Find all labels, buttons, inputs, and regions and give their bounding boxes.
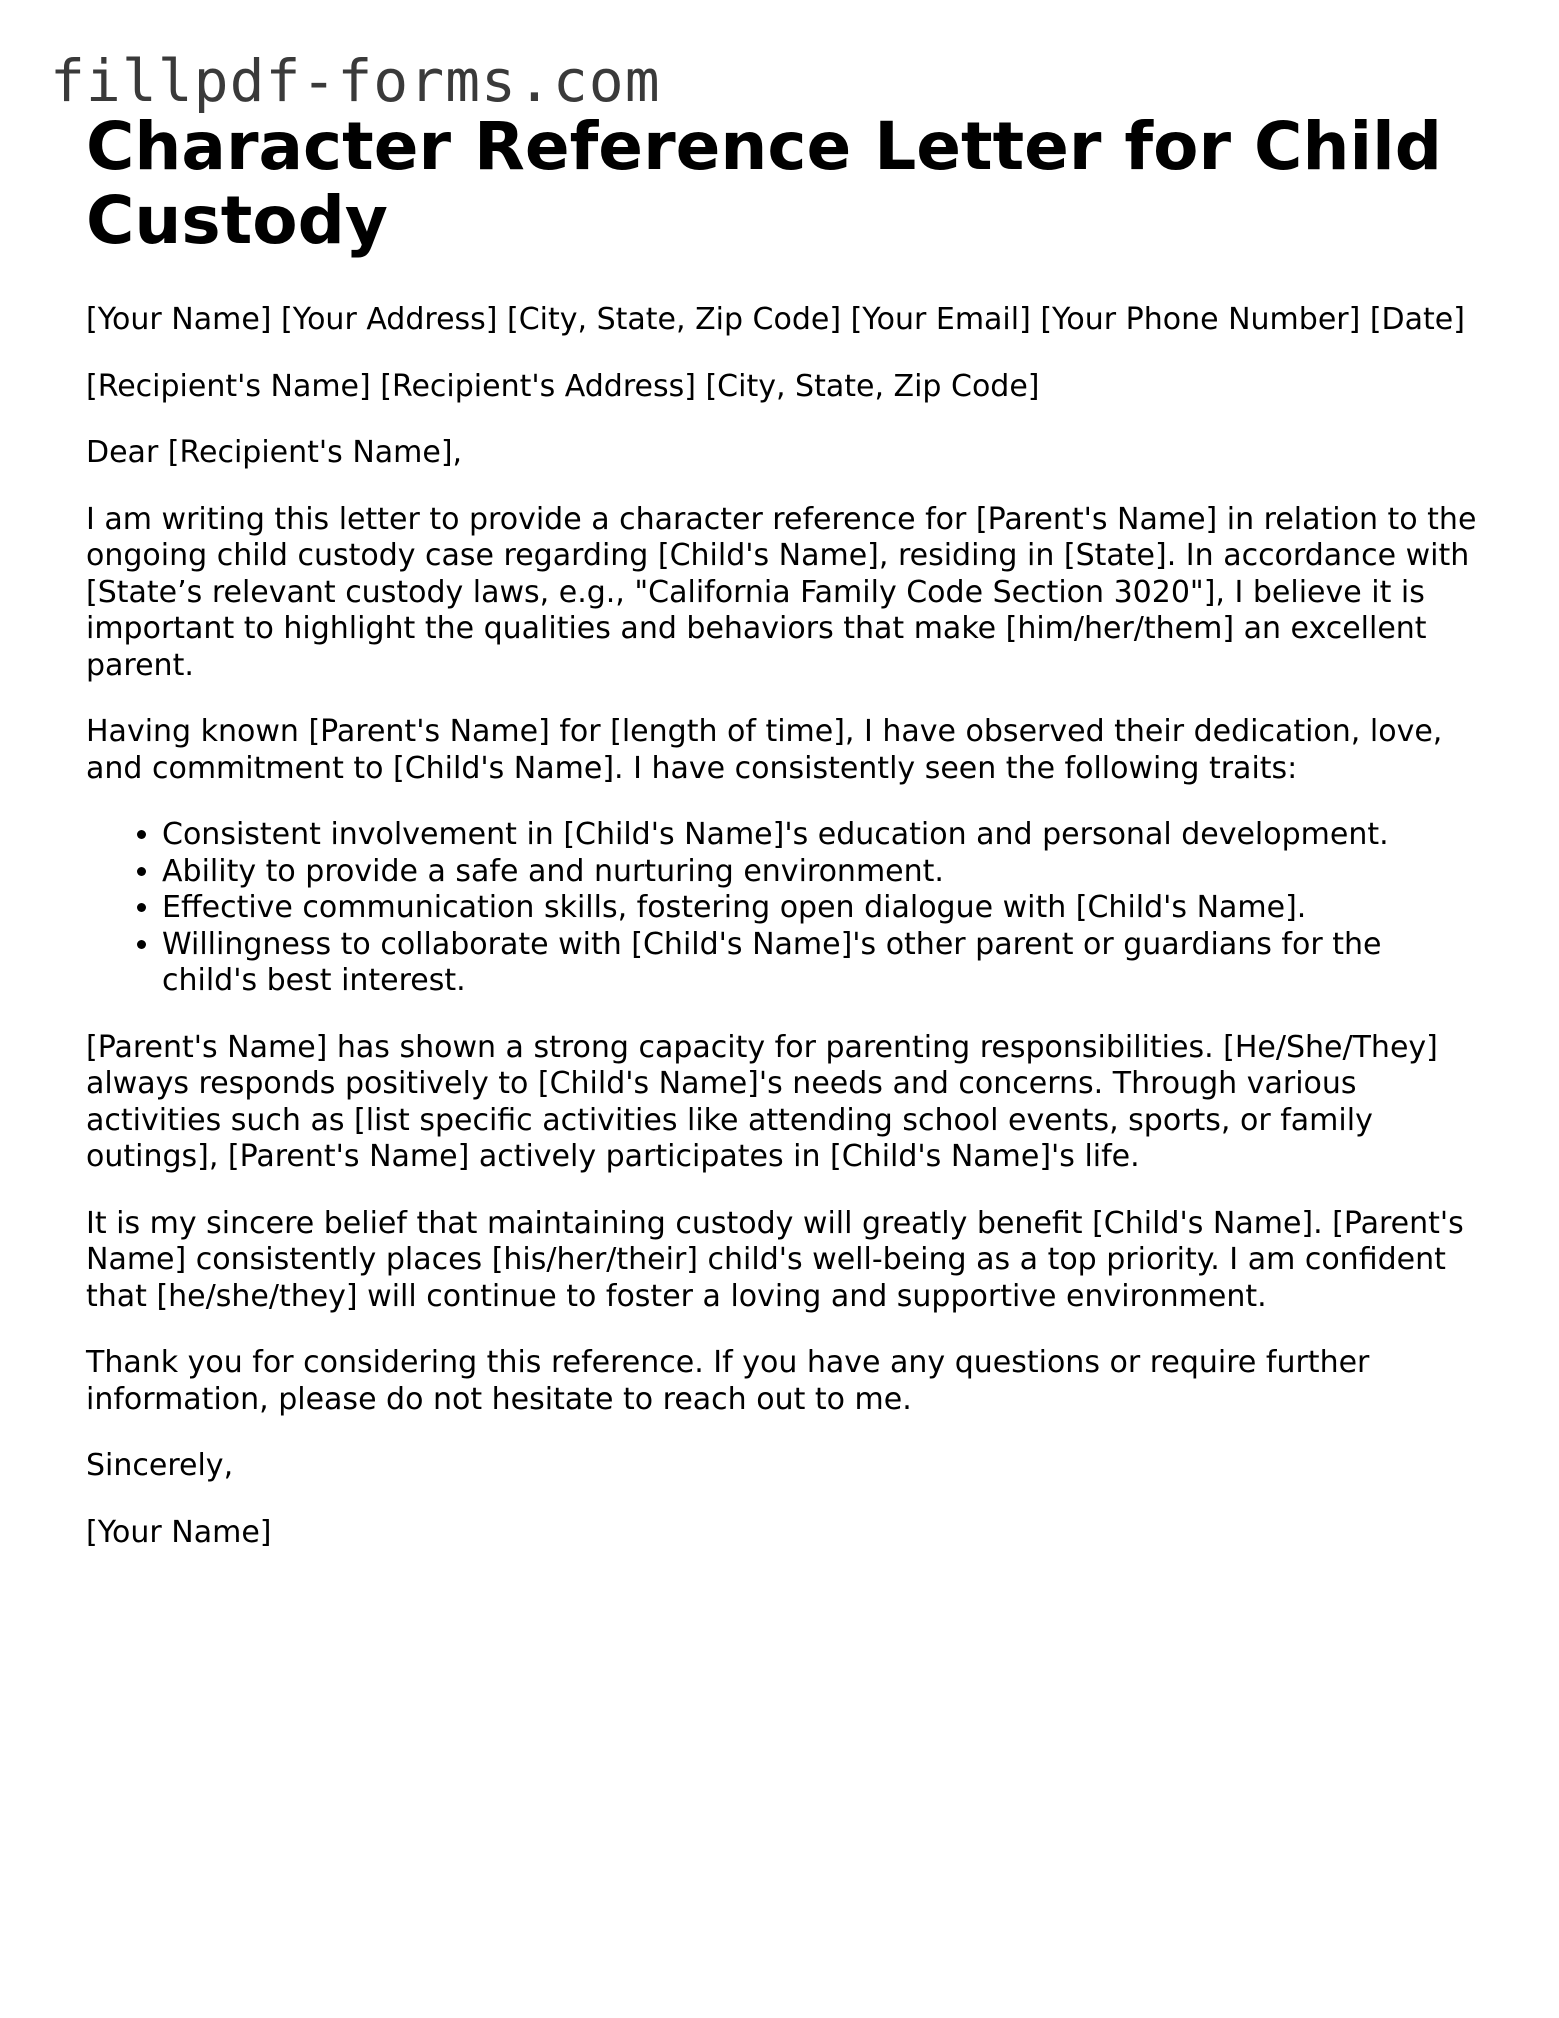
recipient-block: [Recipient's Name] [Recipient's Address] [City, State, Zip Code]	[86, 368, 1040, 404]
letter-document	[86, 110, 1481, 1551]
list-item: • Consistent involvement in [Child's Name]'s education and personal development.	[162, 817, 1481, 854]
paragraph-intro: I am writing this letter to provide a character reference for [Parent's Name] in relation to the ongoing child custody case regarding [Child's Name], residing in [State]. In accordance with [State’s relevant custody laws, e.g., "California Family Code Section 3020"], I believe it is important to highlight the qualities and behaviors that make [him/her/them] an excellent parent.	[86, 501, 1477, 683]
traits-list	[86, 817, 1481, 1000]
salutation: Dear [Recipient's Name],	[86, 435, 463, 470]
paragraph-capacity: [Parent's Name] has shown a strong capacity for parenting responsibilities. [He/She/They] always responds positively to [Child's Name]'s needs and concerns. Through various activities such as [list specific activities like attending school events, sports, or family outings], [Parent's Name] actively participates in [Child's Name]'s life.	[86, 1029, 1438, 1174]
paragraph-thanks: Thank you for considering this reference. If you have any questions or require further information, please do not hesitate to reach out to me.	[86, 1345, 1370, 1417]
watermark-text: fillpdf-forms.com	[50, 47, 661, 115]
page-title: Character Reference Letter for Child Custody	[86, 108, 1442, 259]
paragraph-belief: It is my sincere belief that maintaining custody will greatly benefit [Child's Name]. [Parent's Name] consistently places [his/her/their] child's well-being as a top priority. I am confident that [he/she/they] will continue to foster a loving and supportive environment.	[86, 1205, 1464, 1314]
list-item: • Effective communication skills, fostering open dialogue with [Child's Name].	[162, 890, 1481, 927]
paragraph-known: Having known [Parent's Name] for [length of time], I have observed their dedication, love, and commitment to [Child's Name]. I have consistently seen the following traits:	[86, 714, 1443, 786]
sender-block: [Your Name] [Your Address] [City, State, Zip Code] [Your Email] [Your Phone Number] [Date]	[86, 302, 1465, 337]
signature: [Your Name]	[86, 1514, 272, 1550]
list-item: • Willingness to collaborate with [Child's Name]'s other parent or guardians for the child's best interest.	[162, 927, 1481, 1000]
closing: Sincerely,	[86, 1448, 234, 1483]
list-item: • Ability to provide a safe and nurturing environment.	[162, 854, 1481, 891]
